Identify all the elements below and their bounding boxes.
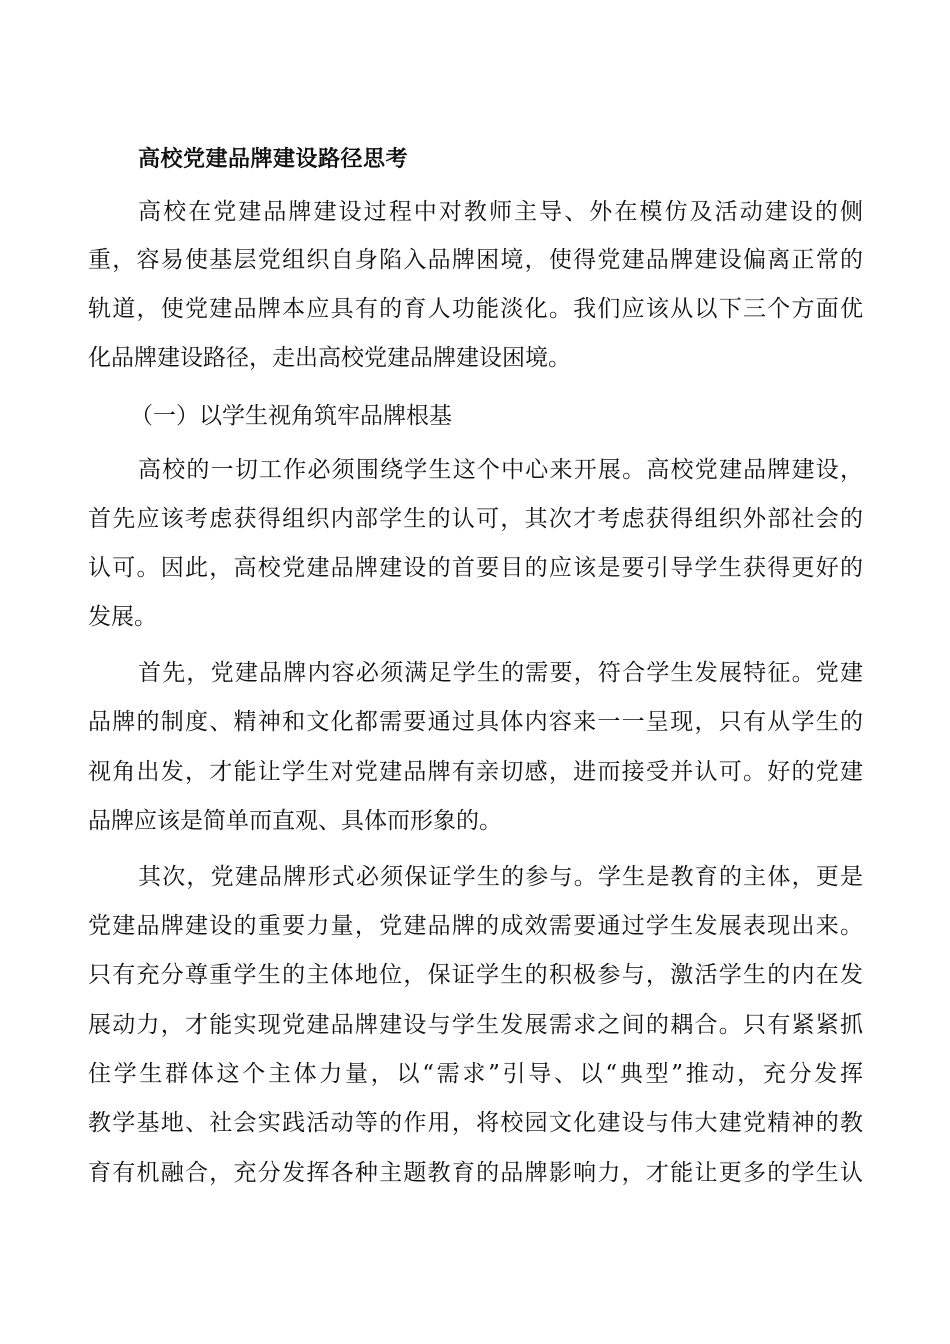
text-line: 首先，党建品牌内容必须满足学生的需要，符合学生发展特征。党建: [138, 660, 863, 686]
text-line: 只有充分尊重学生的主体地位，保证学生的积极参与，激活学生的内在发: [88, 962, 863, 988]
text-line: 育有机融合，充分发挥各种主题教育的品牌影响力，才能让更多的学生认: [88, 1160, 863, 1186]
text-line: 展动力，才能实现党建品牌建设与学生发展需求之间的耦合。只有紧紧抓: [88, 1012, 863, 1038]
text-line: 其次，党建品牌形式必须保证学生的参与。学生是教育的主体，更是: [138, 864, 863, 890]
document-title: 高校党建品牌建设路径思考: [138, 146, 409, 172]
text-line: 教学基地、社会实践活动等的作用，将校园文化建设与伟大建党精神的教: [88, 1110, 863, 1136]
text-line: 品牌的制度、精神和文化都需要通过具体内容来一一呈现，只有从学生的: [88, 709, 863, 735]
text-line: 高校在党建品牌建设过程中对教师主导、外在模仿及活动建设的侧: [138, 199, 863, 225]
text-line: 党建品牌建设的重要力量，党建品牌的成效需要通过学生发展表现出来。: [88, 913, 863, 939]
text-line: 高校的一切工作必须围绕学生这个中心来开展。高校党建品牌建设，: [138, 457, 863, 483]
text-line: 轨道，使党建品牌本应具有的育人功能淡化。我们应该从以下三个方面优: [88, 296, 863, 322]
text-line: 视角出发，才能让学生对党建品牌有亲切感，进而接受并认可。好的党建: [88, 759, 863, 785]
text-line: 发展。: [88, 604, 157, 630]
text-line: 化品牌建设路径，走出高校党建品牌建设困境。: [88, 345, 571, 371]
text-line: 住学生群体这个主体力量，以“需求”引导、以“典型”推动，充分发挥: [88, 1061, 863, 1087]
text-line: 品牌应该是简单而直观、具体而形象的。: [88, 808, 502, 834]
text-line: 首先应该考虑获得组织内部学生的认可，其次才考虑获得组织外部社会的: [88, 506, 863, 532]
text-line: 重，容易使基层党组织自身陷入品牌困境，使得党建品牌建设偏离正常的: [88, 247, 863, 273]
section-heading-text: （一）以学生视角筑牢品牌根基: [130, 403, 452, 429]
text-line: 认可。因此，高校党建品牌建设的首要目的应该是要引导学生获得更好的: [88, 555, 863, 581]
